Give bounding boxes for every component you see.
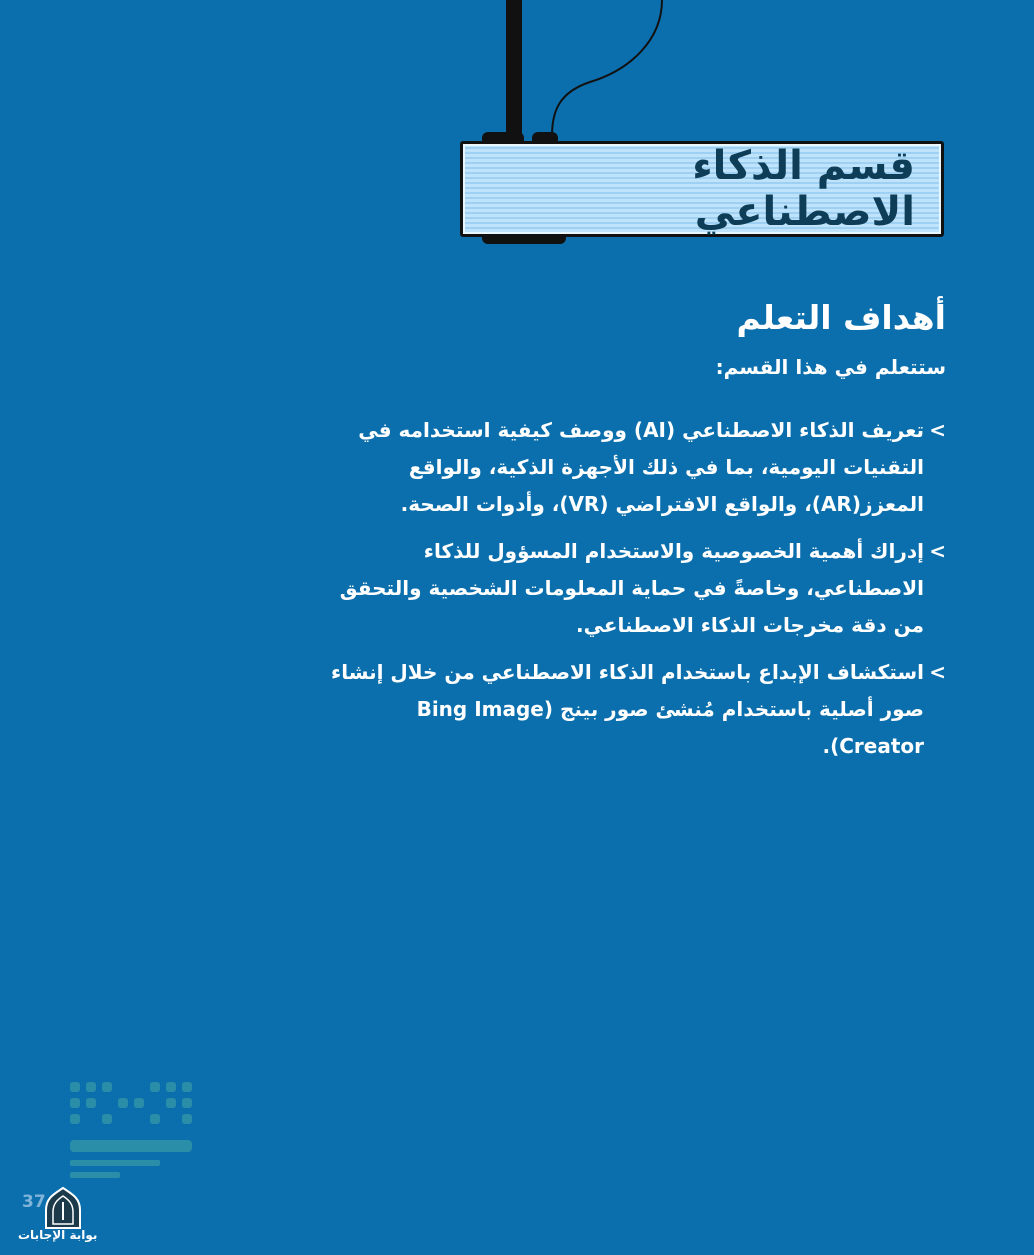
objectives-heading: أهداف التعلم: [736, 298, 946, 337]
objective-text: تعريف الذكاء الاصطناعي (AI) ووصف كيفية استخدامه في التقنيات اليومية، بما في ذلك الأجهزة الذكية، والواقع المعزز(AR)، والواقع الافتراضي (VR)، وأدوات الصحة.: [358, 418, 924, 516]
learning-objectives: [326, 294, 946, 775]
sign-wire: [0, 0, 1034, 150]
bullet-chevron-icon: >: [929, 539, 946, 563]
objectives-intro: ستتعلم في هذا القسم:: [715, 355, 946, 379]
page-number: 37: [22, 1192, 46, 1212]
ministry-logo-icon: [60, 1076, 210, 1186]
objective-item: [326, 654, 946, 765]
objective-item: [326, 533, 946, 644]
bullet-chevron-icon: >: [929, 660, 946, 684]
bullet-chevron-icon: >: [929, 418, 946, 442]
objective-item: [326, 412, 946, 523]
objective-text: إدراك أهمية الخصوصية والاستخدام المسؤول للذكاء الاصطناعي، وخاصةً في حماية المعلومات الشخصية والتحقق من دقة مخرجات الذكاء الاصطناعي.: [339, 539, 924, 637]
section-sign: [460, 141, 944, 237]
section-title: قسم الذكاء الاصطناعي: [692, 143, 915, 235]
objectives-list: [326, 412, 946, 765]
watermark-label: بوابة الإجابات: [18, 1228, 98, 1242]
objective-text: استكشاف الإبداع باستخدام الذكاء الاصطناعي من خلال إنشاء صور أصلية باستخدام مُنشئ صور بينج (Bing Image Creator).: [330, 660, 924, 758]
